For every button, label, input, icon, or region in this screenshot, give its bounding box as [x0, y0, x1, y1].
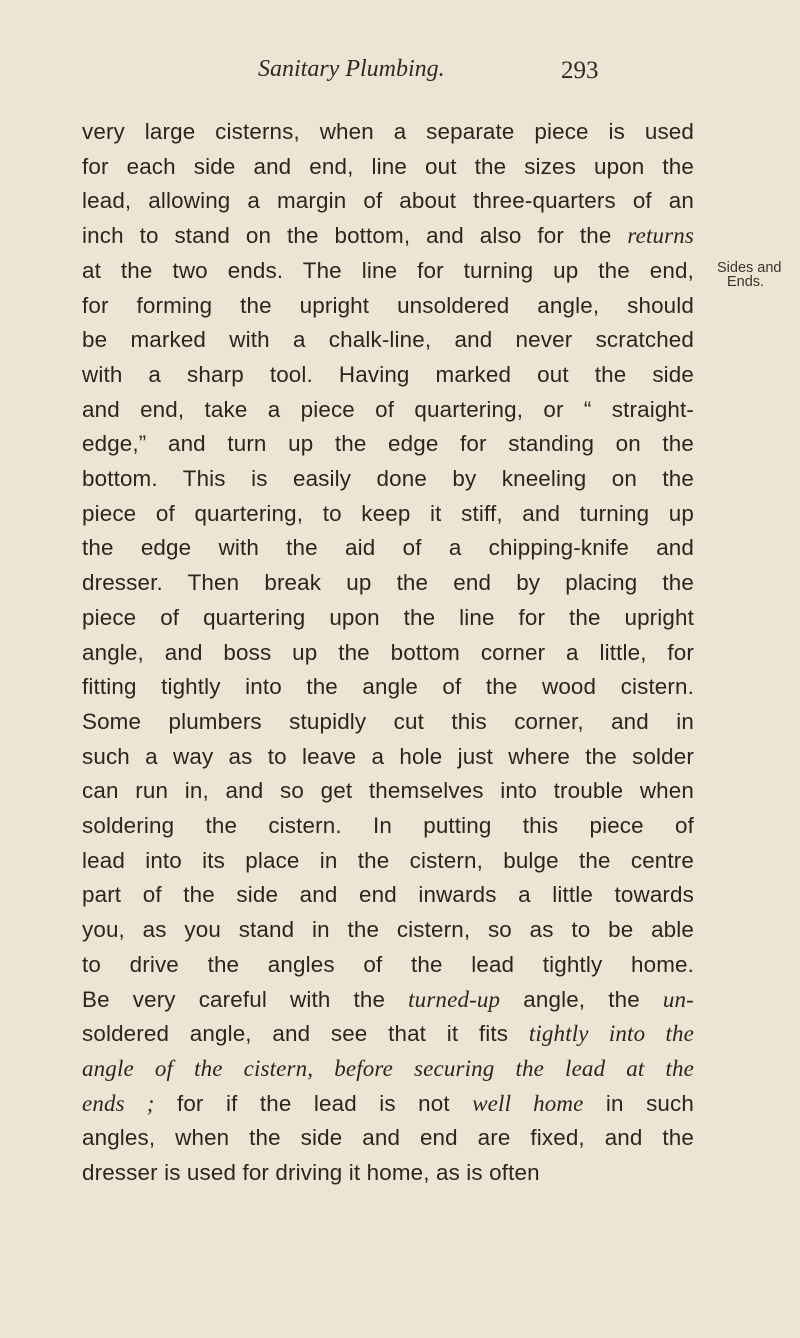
text-line: with a sharp tool. Having marked out the side	[82, 361, 694, 387]
text-line: Some plumbers stupidly cut this corner, and in	[82, 708, 694, 734]
text-line: inch to stand on the bottom, and also for the returns	[82, 223, 694, 249]
text-line: you, as you stand in the cistern, so as to be able	[82, 917, 694, 943]
text-line: for forming the upright unsoldered angle, should	[82, 292, 694, 318]
text-line: angle, and boss up the bottom corner a little, for	[82, 639, 694, 665]
text-line: dresser is used for driving it home, as is often	[82, 1160, 540, 1186]
text-line	[82, 1052, 694, 1087]
italic-text: turned-up	[408, 986, 501, 1012]
margin-note	[717, 261, 782, 289]
text-line: edge,” and turn up the edge for standing on the	[82, 431, 694, 457]
text-line: such a way as to leave a hole just where the solder	[82, 743, 694, 769]
text-line: to drive the angles of the lead tightly home.	[82, 951, 694, 977]
text-line: soldered angle, and see that it fits tightly into the	[82, 1021, 694, 1047]
text-line: bottom. This is easily done by kneeling on the	[82, 466, 694, 492]
text-line: very large cisterns, when a separate piece is used	[82, 119, 694, 144]
italic-text: ends ;	[82, 1090, 155, 1116]
text-line: angles, when the side and end are fixed, and the	[82, 1125, 694, 1151]
text-line: can run in, and so get themselves into trouble when	[82, 778, 694, 804]
text-line: Be very careful with the turned-up angle, the un-	[82, 986, 694, 1012]
text-line: lead into its place in the cistern, bulge the centre	[82, 847, 694, 873]
italic-text: tightly into the	[528, 1021, 694, 1047]
text-line: piece of quartering, to keep it stiff, and turning up	[82, 500, 694, 526]
text-line: piece of quartering upon the line for the upright	[82, 604, 694, 630]
text-line: soldering the cistern. In putting this piece of	[82, 813, 694, 839]
italic-text: returns	[627, 223, 694, 249]
text-line: and end, take a piece of quartering, or “ straight-	[82, 396, 694, 422]
text-line: at the two ends. The line for turning up the end,	[82, 257, 694, 283]
margin-note-line-1: Sides and	[717, 260, 782, 276]
text-line: part of the side and end inwards a little towards	[82, 882, 694, 908]
running-title: Sanitary Plumbing.	[258, 56, 445, 82]
italic-text: angle of the cistern, before securing the lead at the	[82, 1055, 694, 1081]
italic-text: well home	[472, 1090, 584, 1116]
text-line: for each side and end, line out the sizes upon the	[82, 153, 694, 179]
body-text	[82, 115, 694, 1191]
text-line: lead, allowing a margin of about three-quarters of an	[82, 188, 694, 214]
margin-note-line-2: Ends.	[727, 274, 765, 290]
text-line: be marked with a chalk-line, and never scratched	[82, 327, 694, 353]
italic-text: un-	[662, 986, 694, 1012]
page-number: 293	[561, 57, 599, 84]
text-line: fitting tightly into the angle of the wood cistern.	[82, 674, 694, 700]
text-line: the edge with the aid of a chipping-knife and	[82, 535, 694, 561]
text-line: ends ; for if the lead is not well home in such	[82, 1090, 694, 1116]
text-line: dresser. Then break up the end by placing the	[82, 570, 694, 596]
